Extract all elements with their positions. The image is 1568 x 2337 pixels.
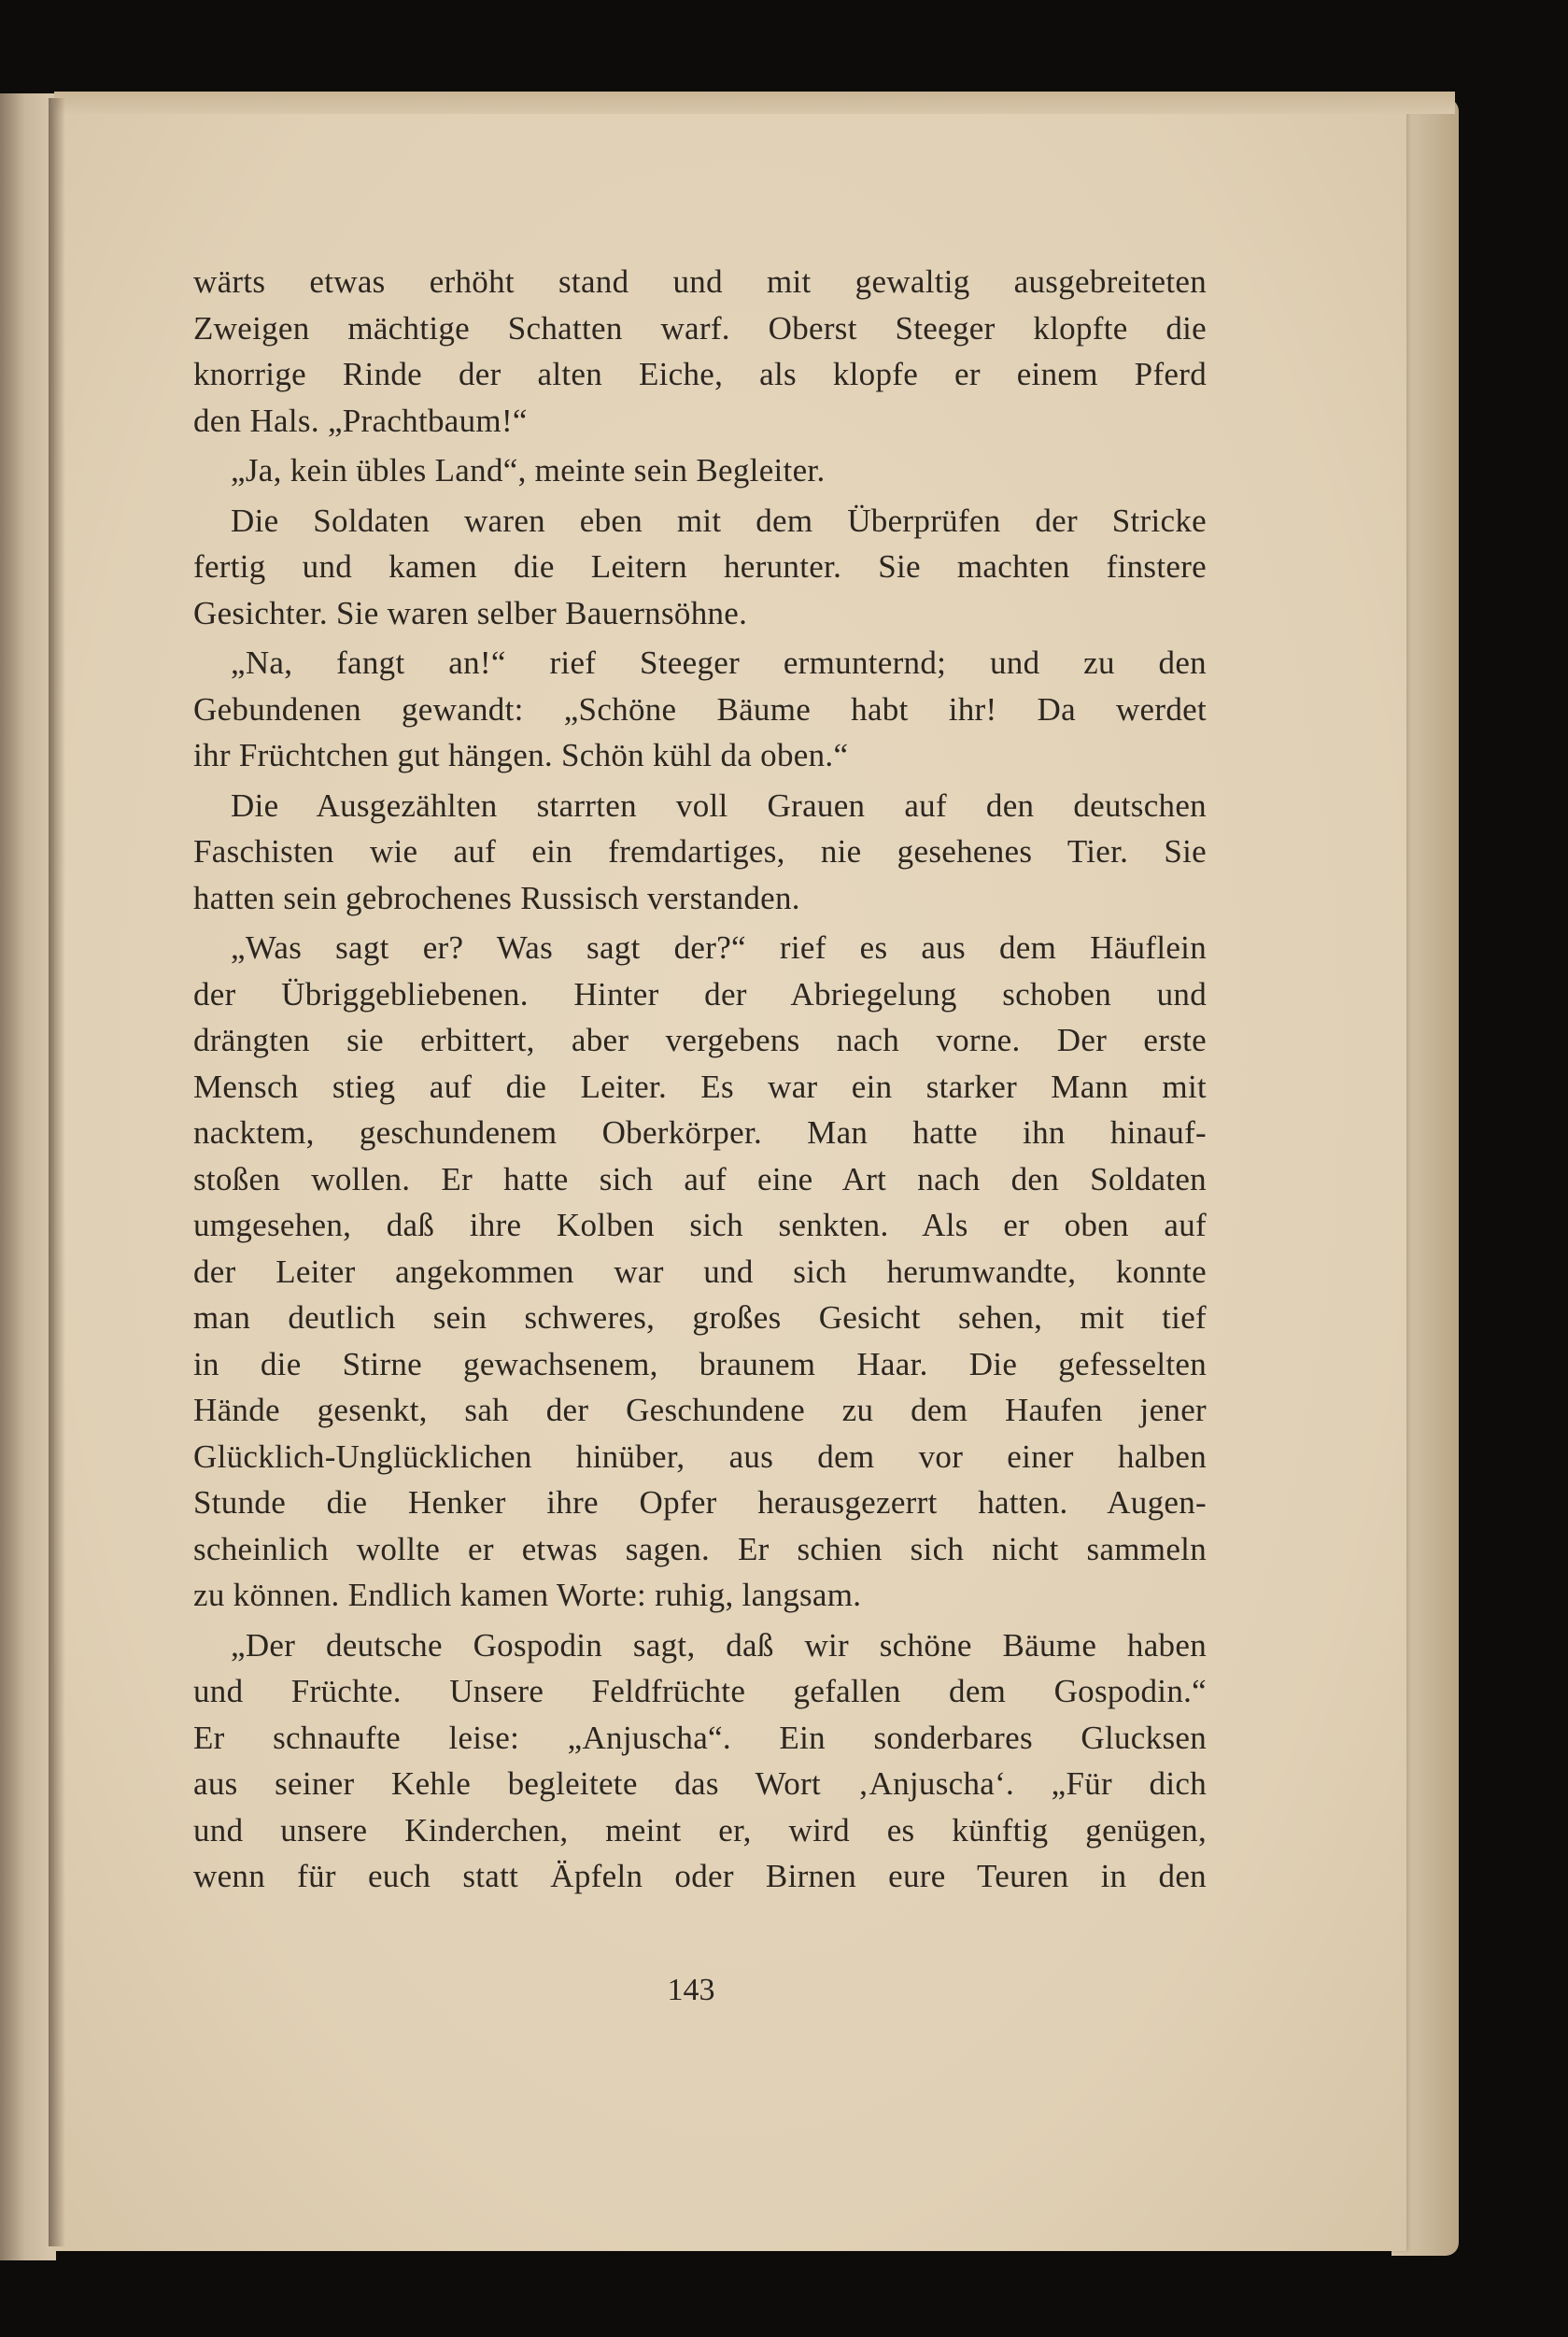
text-line: aus seiner Kehle begleitete das Wort ‚Anjuscha‘. „Für dich: [193, 1765, 1207, 1802]
text-line: wärts etwas erhöht stand und mit gewaltig ausgebreiteten: [193, 263, 1207, 300]
text-line: ihr Früchtchen gut hängen. Schön kühl da oben.“: [193, 737, 849, 773]
text-line: Gebundenen gewandt: „Schöne Bäume habt ihr! Da werdet: [193, 690, 1207, 728]
text-line: knorrige Rinde der alten Eiche, als klopfe er einem Pferd: [193, 356, 1207, 392]
text-line: Glücklich-Unglücklichen hinüber, aus dem vor einer halben: [193, 1438, 1207, 1475]
text-line: wenn für euch statt Äpfeln oder Birnen eure Teuren in den: [193, 1858, 1207, 1894]
text-line: Faschisten wie auf ein fremdartiges, nie gesehenes Tier. Sie: [193, 833, 1207, 870]
text-line: zu können. Endlich kamen Worte: ruhig, langsam.: [193, 1577, 862, 1613]
text-line: und unsere Kinderchen, meint er, wird es künftig genügen,: [193, 1811, 1207, 1848]
paragraph: [193, 259, 1207, 444]
text-line: in die Stirne gewachsenem, braunem Haar. Die gefesselten: [193, 1345, 1207, 1382]
text-line: Stunde die Henker ihre Opfer herausgezerrt hatten. Augen-: [193, 1484, 1207, 1521]
spine-shadow: [49, 98, 65, 2246]
text-line: und Früchte. Unsere Feldfrüchte gefallen dem Gospodin.“: [193, 1673, 1207, 1709]
body-text: [193, 259, 1207, 1900]
text-line: drängten sie erbittert, aber vergebens nach vorne. Der erste: [193, 1022, 1207, 1058]
text-line: nacktem, geschundenem Oberkörper. Man hatte ihn hinauf-: [193, 1114, 1207, 1151]
text-line: Die Soldaten waren eben mit dem Überprüfen der Stricke: [231, 502, 1207, 539]
text-line: Mensch stieg auf die Leiter. Es war ein starker Mann mit: [193, 1068, 1207, 1105]
text-line: der Leiter angekommen war und sich herumwandte, konnte: [193, 1253, 1207, 1290]
text-line: „Der deutsche Gospodin sagt, daß wir schöne Bäume haben: [231, 1626, 1207, 1664]
paragraph: [193, 1622, 1207, 1900]
paragraph: [193, 498, 1207, 637]
text-line: man deutlich sein schweres, großes Gesicht sehen, mit tief: [193, 1299, 1207, 1336]
text-line: „Ja, kein übles Land“, meinte sein Begleiter.: [231, 452, 826, 489]
text-line: Hände gesenkt, sah der Geschundene zu dem Haufen jener: [193, 1392, 1207, 1428]
text-line: Er schnaufte leise: „Anjuscha“. Ein sonderbares Glucksen: [193, 1719, 1207, 1756]
left-page-edge: [0, 93, 56, 2260]
text-line: „Was sagt er? Was sagt der?“ rief es aus dem Häuflein: [231, 929, 1207, 966]
paragraph: [193, 783, 1207, 922]
paragraph: [193, 640, 1207, 779]
text-line: der Übriggebliebenen. Hinter der Abriegelung schoben und: [193, 975, 1207, 1013]
paragraph: [193, 447, 1207, 494]
text-line: Gesichter. Sie waren selber Bauernsöhne.: [193, 594, 748, 631]
text-line: hatten sein gebrochenes Russisch verstanden.: [193, 879, 800, 916]
text-line: „Na, fangt an!“ rief Steeger ermunternd; und zu den: [231, 644, 1207, 681]
text-line: scheinlich wollte er etwas sagen. Er schien sich nicht sammeln: [193, 1530, 1207, 1567]
text-line: Zweigen mächtige Schatten warf. Oberst Steeger klopfte die: [193, 309, 1207, 347]
text-line: stoßen wollen. Er hatte sich auf eine Art nach den Soldaten: [193, 1160, 1207, 1197]
text-line: Die Ausgezählten starrten voll Grauen auf den deutschen: [231, 786, 1207, 824]
page-top-edge: [54, 92, 1455, 114]
text-line: den Hals. „Prachtbaum!“: [193, 402, 528, 439]
text-line: umgesehen, daß ihre Kolben sich senkten. Als er oben auf: [193, 1207, 1207, 1243]
text-line: fertig und kamen die Leitern herunter. Sie machten finstere: [193, 548, 1207, 585]
paragraph: [193, 925, 1207, 1619]
page-number: 143: [667, 1973, 715, 2007]
